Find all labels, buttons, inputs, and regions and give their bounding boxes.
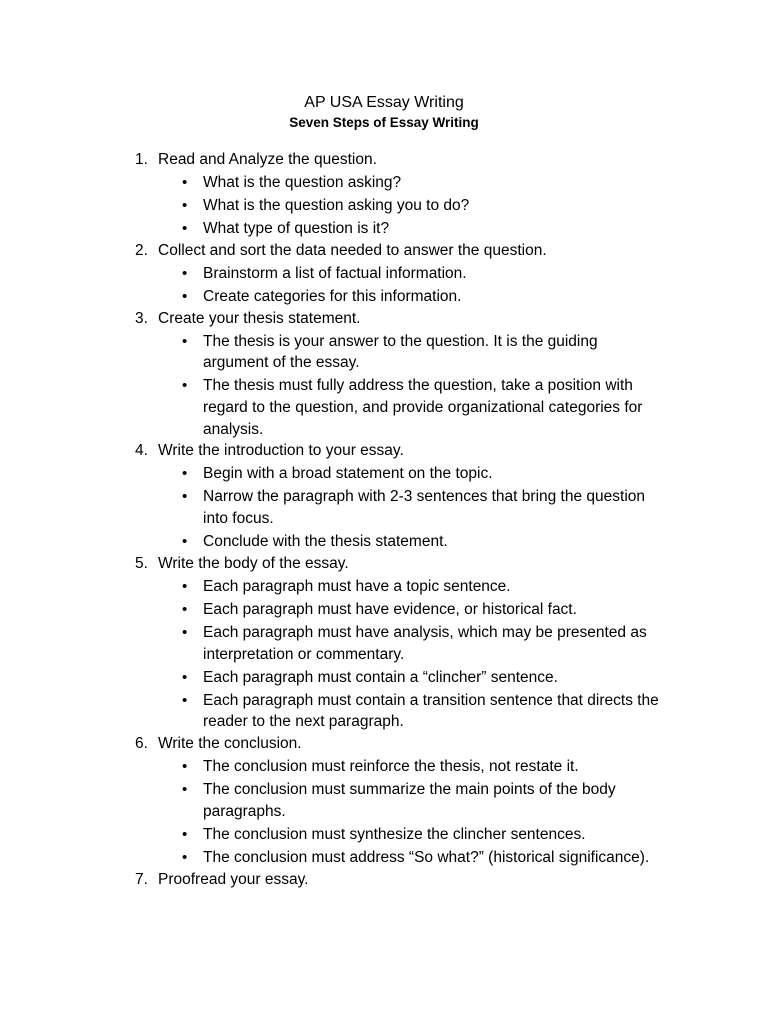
bullet-text: Each paragraph must have evidence, or historical fact. [203,600,577,618]
bullet-text: The conclusion must summarize the main points of the body paragraphs. [203,781,616,820]
step-text: Collect and sort the data needed to answer the question. [158,241,547,259]
bullet-item [158,756,663,778]
bullet-list [158,172,768,240]
step-number: 4. [135,442,148,460]
bullet-text: The conclusion must reinforce the thesis, not restate it. [203,758,579,776]
bullet-dot-icon: • [182,623,188,641]
bullet-text: Create categories for this information. [203,288,462,306]
step-item [0,553,768,733]
bullet-dot-icon: • [182,600,188,618]
step-text: Create your thesis statement. [158,309,361,327]
bullet-item [158,331,663,374]
bullet-dot-icon: • [182,332,188,350]
bullet-text: The conclusion must synthesize the clincher sentences. [203,825,586,843]
bullet-item [158,847,663,869]
step-item [0,240,768,308]
bullet-item [158,463,663,485]
bullet-text: The thesis is your answer to the question. It is the guiding argument of the essay. [203,332,598,372]
bullet-dot-icon: • [182,781,188,799]
bullet-dot-icon: • [182,533,188,551]
bullet-dot-icon: • [182,691,188,709]
step-number: 2. [135,241,148,259]
bullet-dot-icon: • [182,668,188,686]
bullet-dot-icon: • [182,825,188,843]
bullet-list [158,756,768,868]
bullet-item [158,486,663,529]
step-text: Write the conclusion. [158,734,302,752]
bullet-item [158,531,663,553]
bullet-list [158,263,768,308]
bullet-text: Begin with a broad statement on the topic. [203,465,493,483]
bullet-dot-icon: • [182,197,188,215]
bullet-dot-icon: • [182,377,188,395]
bullet-list [158,463,768,552]
bullet-text: Each paragraph must have a topic sentence. [203,577,511,595]
bullet-item [158,690,663,733]
bullet-text: What is the question asking? [203,174,402,192]
step-item [0,149,768,240]
bullet-item [158,286,663,308]
bullet-item [158,824,663,846]
step-number: 5. [135,554,148,572]
bullet-text: The thesis must fully address the question, take a position with regard to the question, and provide organizational categories for analysis. [203,377,643,438]
bullet-item [158,218,663,240]
bullet-dot-icon: • [182,288,188,306]
step-number: 6. [135,734,148,752]
bullet-text: What type of question is it? [203,220,390,238]
bullet-item [158,195,663,217]
step-item [0,869,768,891]
bullet-list [158,331,768,440]
step-number: 7. [135,870,148,888]
bullet-text: What is the question asking you to do? [203,197,470,215]
steps-list [0,149,768,890]
bullet-item [158,576,663,598]
bullet-item [158,622,663,665]
bullet-dot-icon: • [182,174,188,192]
step-text: Read and Analyze the question. [158,151,377,168]
step-text: Proofread your essay. [158,870,309,888]
bullet-text: Narrow the paragraph with 2-3 sentences that bring the question into focus. [203,488,646,527]
bullet-text: Conclude with the thesis statement. [203,533,448,551]
bullet-item [158,599,663,621]
bullet-dot-icon: • [182,488,188,506]
step-number: 1. [135,151,148,168]
bullet-item [158,375,663,440]
bullet-dot-icon: • [182,264,188,282]
bullet-dot-icon: • [182,758,188,776]
bullet-item [158,779,663,822]
bullet-text: Each paragraph must contain a “clincher” sentence. [203,668,558,686]
document-subtitle: Seven Steps of Essay Writing [289,115,479,130]
step-item [0,440,768,552]
step-text: Write the introduction to your essay. [158,442,404,460]
bullet-item [158,263,663,285]
bullet-item [158,667,663,689]
document-title: AP USA Essay Writing [304,94,464,111]
bullet-item [158,172,663,194]
step-number: 3. [135,309,148,327]
bullet-text: Each paragraph must have analysis, which may be presented as interpretation or commentary. [203,623,647,663]
step-item [0,733,768,869]
bullet-list [158,576,768,733]
bullet-dot-icon: • [182,848,188,866]
bullet-dot-icon: • [182,465,188,483]
bullet-text: The conclusion must address “So what?” (historical significance). [203,848,650,866]
bullet-dot-icon: • [182,220,188,238]
bullet-text: Each paragraph must contain a transition sentence that directs the reader to the next paragraph. [203,691,659,731]
step-item [0,308,768,441]
bullet-dot-icon: • [182,577,188,595]
step-text: Write the body of the essay. [158,554,349,572]
bullet-text: Brainstorm a list of factual information. [203,264,467,282]
